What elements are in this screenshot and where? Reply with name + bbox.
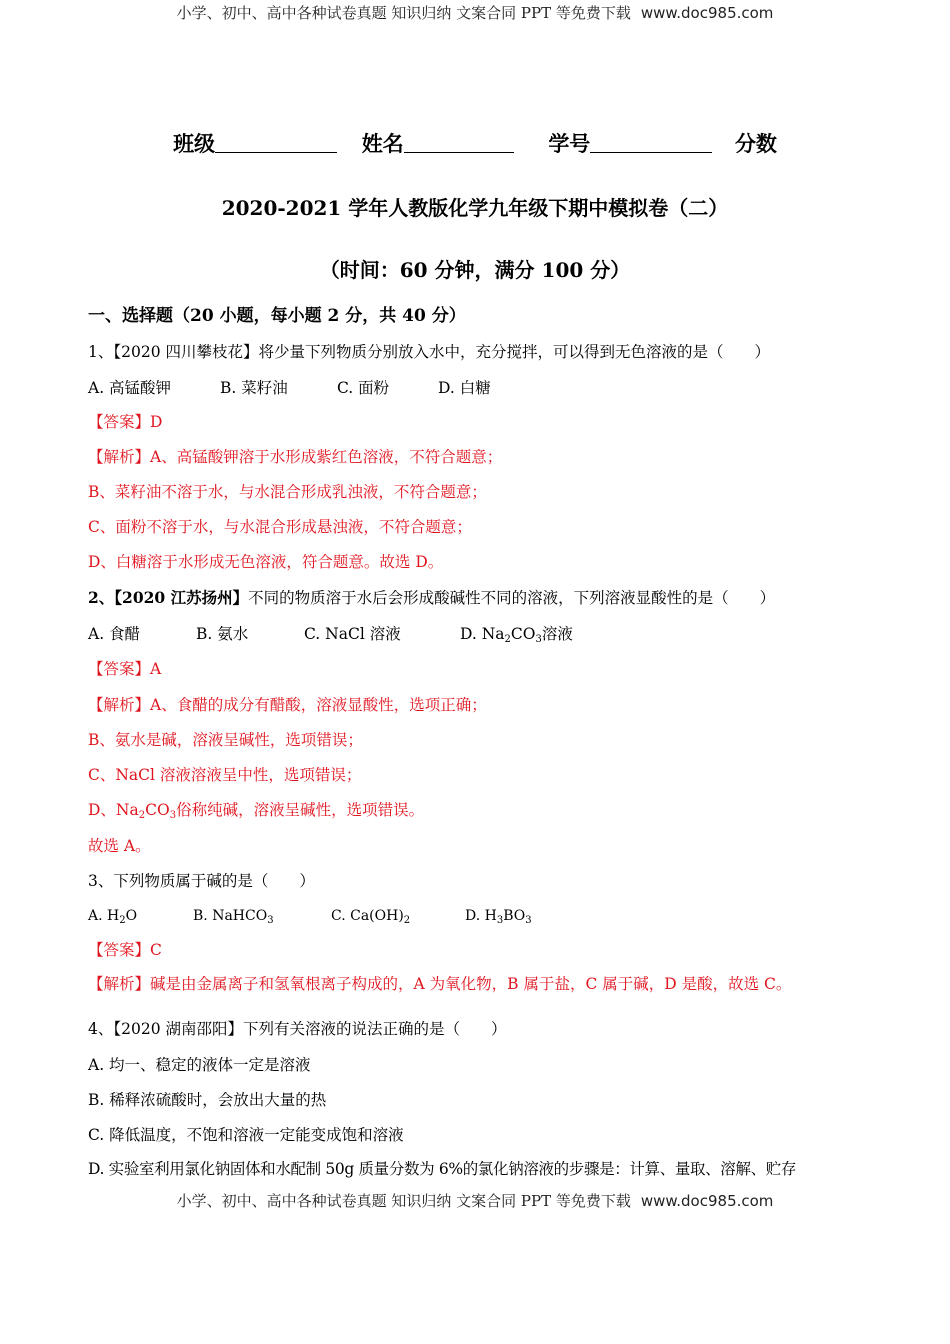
question-3-answer bbox=[88, 939, 863, 961]
question-2-answer bbox=[88, 658, 863, 680]
student-info-line bbox=[0, 128, 950, 158]
question-source: 【2020 湖南邵阳】 bbox=[113, 1020, 243, 1038]
question-1-analysis-line-4: D、白糖溶于水形成无色溶液，符合题意。故选 D。 bbox=[88, 553, 444, 571]
answer-label: 【答案】 bbox=[88, 413, 151, 431]
question-1-analysis-line-2: B、菜籽油不溶于水，与水混合形成乳浊液，不符合题意； bbox=[88, 483, 487, 501]
class-label: 班级 bbox=[173, 131, 216, 156]
option-c: C. NaCl 溶液 bbox=[304, 625, 401, 643]
analysis-text: A、高锰酸钾溶于水形成紫红色溶液，不符合题意； bbox=[150, 448, 503, 466]
answer-value: A bbox=[150, 660, 162, 678]
id-label: 学号 bbox=[548, 131, 591, 156]
question-2-options bbox=[88, 623, 863, 645]
score-label: 分数 bbox=[734, 131, 777, 156]
option-d: D. $Na_2CO_3$溶液 bbox=[460, 625, 573, 645]
class-blank bbox=[215, 134, 337, 153]
question-3-analysis bbox=[88, 973, 863, 995]
page-footer bbox=[0, 1190, 950, 1211]
question-text: 将少量下列物质分别放入水中，充分搅拌，可以得到无色溶液的是（ ） bbox=[258, 343, 771, 361]
footer-text: 小学、初中、高中各种试卷真题 知识归纳 文案合同 PPT 等免费下载 bbox=[176, 1192, 631, 1210]
option-a: A. 高锰酸钾 bbox=[88, 379, 172, 397]
exam-title: 2020-2021 学年人教版化学九年级下期中模拟卷（二） bbox=[221, 196, 729, 220]
option-c: C. $Ca(OH)_2$ bbox=[331, 908, 411, 926]
option-c: C. 面粉 bbox=[337, 379, 390, 397]
question-1-options bbox=[88, 377, 863, 399]
name-blank bbox=[404, 134, 514, 153]
question-4-option-b: B. 稀释浓硫酸时，会放出大量的热 bbox=[88, 1091, 327, 1109]
id-blank bbox=[590, 134, 712, 153]
question-2-analysis-line-1 bbox=[88, 694, 863, 716]
analysis-label: 【解析】 bbox=[88, 975, 151, 993]
analysis-text: A、食醋的成分有醋酸，溶液显酸性，选项正确； bbox=[150, 696, 487, 714]
question-number: 1、 bbox=[88, 343, 114, 361]
question-2-analysis-line-4: D、$Na_2CO_3$俗称纯碱，溶液呈碱性，选项错误。 bbox=[88, 801, 425, 821]
section-title: 一、选择题（20 小题，每小题 2 分，共 40 分） bbox=[88, 306, 466, 326]
question-number: 4、 bbox=[88, 1020, 114, 1038]
option-d: D. 白糖 bbox=[438, 379, 491, 397]
question-1-answer bbox=[88, 411, 863, 433]
option-b: B. 氨水 bbox=[196, 625, 249, 643]
question-3-options bbox=[88, 905, 863, 927]
question-number: 2、 bbox=[88, 588, 115, 607]
option-b: B. 菜籽油 bbox=[220, 379, 288, 397]
question-2-analysis-line-3: C、NaCl 溶液溶液呈中性，选项错误； bbox=[88, 766, 362, 784]
header-text: 小学、初中、高中各种试卷真题 知识归纳 文案合同 PPT 等免费下载 bbox=[176, 4, 631, 22]
question-3-stem: 3、下列物质属于碱的是（ ） bbox=[88, 872, 315, 890]
analysis-label: 【解析】 bbox=[88, 696, 151, 714]
header-url[interactable]: www.doc985.com bbox=[640, 4, 774, 22]
analysis-label: 【解析】 bbox=[88, 448, 151, 466]
option-a: A. $H_2O$ bbox=[88, 908, 138, 926]
question-text: 下列有关溶液的说法正确的是（ ） bbox=[243, 1020, 507, 1038]
answer-label: 【答案】 bbox=[88, 660, 151, 678]
question-2-conclusion: 故选 A。 bbox=[88, 837, 151, 855]
question-2-stem bbox=[88, 587, 863, 609]
question-1-analysis-line-1 bbox=[88, 446, 863, 468]
question-source: 【2020 四川攀枝花】 bbox=[113, 343, 259, 361]
option-b: B. NaHCO$_3$ bbox=[193, 908, 274, 926]
question-4-option-d: D. 实验室利用氯化钠固体和水配制 50g 质量分数为 6%的氯化钠溶液的步骤是：计算、量取、溶解、贮存 bbox=[88, 1160, 797, 1178]
answer-label: 【答案】 bbox=[88, 941, 151, 959]
option-d: D. $H_3BO_3$ bbox=[465, 908, 532, 926]
exam-time: （时间：60 分钟，满分 100 分） bbox=[319, 258, 631, 282]
question-2-analysis-line-2: B、氨水是碱，溶液呈碱性，选项错误； bbox=[88, 731, 363, 749]
option-a: A. 食醋 bbox=[88, 625, 141, 643]
page-header bbox=[0, 2, 950, 23]
question-text: 不同的物质溶于水后会形成酸碱性不同的溶液，下列溶液显酸性的是（ ） bbox=[248, 589, 776, 607]
name-label: 姓名 bbox=[361, 131, 404, 156]
answer-value: C bbox=[150, 941, 162, 959]
question-1-stem bbox=[88, 341, 863, 363]
question-1-analysis-line-3: C、面粉不溶于水，与水混合形成悬浊液，不符合题意； bbox=[88, 518, 472, 536]
analysis-text: 碱是由金属离子和氢氧根离子构成的，A 为氧化物，B 属于盐，C 属于碱，D 是酸，故选 C。 bbox=[150, 975, 792, 993]
question-4-option-a: A. 均一、稳定的液体一定是溶液 bbox=[88, 1056, 311, 1074]
footer-url[interactable]: www.doc985.com bbox=[640, 1192, 774, 1210]
question-4-stem bbox=[88, 1018, 863, 1040]
question-source: 【2020 江苏扬州】 bbox=[114, 588, 249, 607]
answer-value: D bbox=[150, 413, 163, 431]
question-4-option-c: C. 降低温度，不饱和溶液一定能变成饱和溶液 bbox=[88, 1126, 404, 1144]
